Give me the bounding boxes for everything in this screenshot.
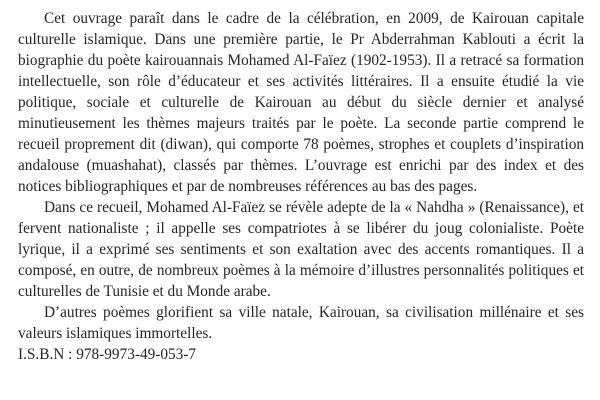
paragraph-poemes: D’autres poèmes glorifient sa ville natale, Kairouan, sa civilisation millénaire et ses valeurs islamiques immortelles.	[18, 304, 584, 342]
paragraph-recueil: Dans ce recueil, Mohamed Al-Faïez se révèle adepte de la « Nahdha » (Renaissance), et fervent nationaliste ; il appelle ses compatriotes à se libérer du joug colonialiste. Poète lyrique, il a exprimé ses sentiments et son exaltation avec des accents romantiques. Il a composé, en outre, de nombreux poèmes à la mémoire d’illustres personnalités politiques et culturelles de Tunisie et du Monde arabe.	[18, 199, 584, 300]
paragraph-intro: Cet ouvrage paraît dans le cadre de la célébration, en 2009, de Kairouan capitale culturelle islamique. Dans une première partie, le Pr Abderrahman Kablouti a écrit la biographie du poète kairouannais Mohamed Al-Faïez (1902-1953). Il a retracé sa formation intellectuelle, son rôle d’éducateur et ses activités littéraires. Il a ensuite étudié la vie politique, sociale et culturelle de Kairouan au début du siècle dernier et analysé minutieusement les thèmes majeurs traités par le poète. La seconde partie comprend le recueil proprement dit (diwan), qui comporte 78 poèmes, strophes et couplets d’inspiration andalouse (muashahat), classés par thèmes. L’ouvrage est enrichi par des index et des notices bibliographiques et par de nombreuses références au bas des pages.	[18, 10, 584, 195]
isbn-line: I.S.B.N : 978-9973-49-053-7	[18, 346, 197, 363]
